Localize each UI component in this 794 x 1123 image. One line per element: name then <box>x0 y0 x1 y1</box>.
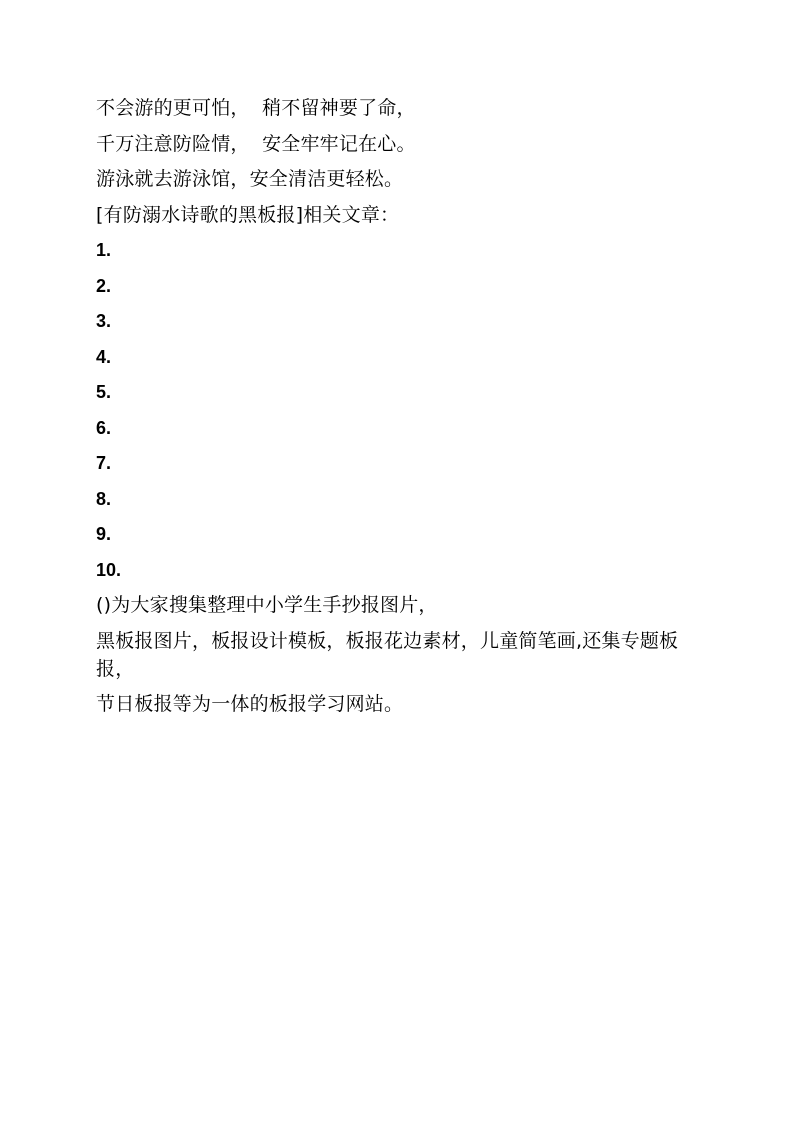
list-item: 1. <box>96 240 112 260</box>
poem-line-1: 不会游的更可怕， 稍不留神要了命， <box>96 97 416 119</box>
footer-line-2: 黑板报图片，板报设计模板，板报花边素材，儿童简笔画,还集专题板报， <box>96 629 679 680</box>
poem-line-2: 千万注意防险情， 安全牢牢记在心。 <box>96 132 416 155</box>
list-item: 4. <box>96 346 112 367</box>
list-item: 10. <box>96 559 122 580</box>
document-body <box>96 94 696 726</box>
list-item: 3. <box>96 311 112 331</box>
footer-line-3: 节日板报等为一体的板报学习网站。 <box>96 693 404 715</box>
related-articles-heading: [有防溺水诗歌的黑板报]相关文章： <box>96 203 400 226</box>
list-item: 6. <box>96 417 112 438</box>
poem-line-3: 游泳就去游泳馆，安全清洁更轻松。 <box>96 168 404 190</box>
list-item: 2. <box>96 275 112 296</box>
footer-line-1: ()为大家搜集整理中小学生手抄报图片， <box>96 594 438 616</box>
list-item: 8. <box>96 488 112 509</box>
related-articles-list <box>96 236 696 584</box>
list-item: 5. <box>96 382 112 402</box>
list-item: 9. <box>96 524 112 544</box>
list-item: 7. <box>96 453 112 473</box>
